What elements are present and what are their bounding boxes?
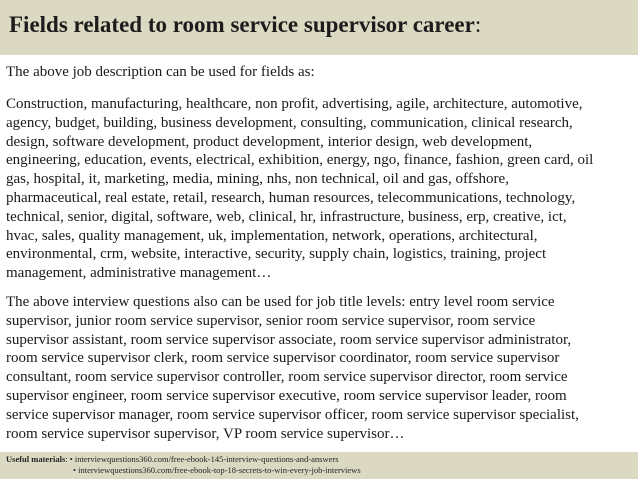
page-title-colon: : [474,12,482,37]
levels-line: supervisor, junior room service supervisor, senior room service supervisor, room service [6,312,536,329]
levels-line: room service supervisor supervisor, VP room service supervisor… [6,425,405,442]
levels-line: supervisor engineer, room service supervisor executive, room service supervisor leader, room [6,387,567,404]
fields-line: technical, senior, digital, software, web, clinical, hr, infrastructure, business, erp, creative, ict, [6,208,567,225]
footer-label: Useful materials [6,454,66,464]
footer-link-2[interactable]: • interviewquestions360.com/free-ebook-top-18-secrets-to-win-every-job-interviews [73,465,361,475]
fields-line: management, administrative management… [6,265,272,282]
fields-paragraph [6,95,636,283]
page-title-text: Fields related to room service supervisor career [9,12,475,37]
levels-line: The above interview questions also can be used for job title levels: entry level room service [6,293,555,310]
title-bar [0,0,638,55]
footer-bar [0,452,638,479]
fields-line: pharmaceutical, real estate, retail, research, human resources, telecommunications, technology, [6,189,576,206]
fields-line: Construction, manufacturing, healthcare, non profit, advertising, agile, architecture, automotive, [6,96,583,112]
fields-line: agency, budget, building, business development, consulting, communication, clinical research, [6,114,573,131]
fields-line: environmental, crm, website, interactive, security, supply chain, logistics, training, project [6,246,547,263]
levels-line: supervisor assistant, room service supervisor associate, room service supervisor administrator, [6,331,572,348]
footer-row-2 [6,465,638,476]
levels-line: consultant, room service supervisor controller, room service supervisor director, room service [6,369,568,386]
slide-content [6,62,636,453]
intro-text: The above job description can be used for fields as: [6,64,315,80]
page-title [9,10,638,40]
levels-line: service supervisor manager, room service supervisor officer, room service supervisor specialist, [6,406,579,423]
footer-row-1 [6,454,638,465]
fields-line: hvac, sales, quality management, uk, implementation, network, operations, architectural, [6,227,538,244]
footer-link-1[interactable]: : • interviewquestions360.com/free-ebook-145-interview-questions-and-answers [65,454,339,464]
fields-line: engineering, education, events, electrical, exhibition, energy, ngo, finance, fashion, green card, oil [6,152,594,169]
fields-line: design, software development, product development, interior design, web development, [6,133,533,150]
levels-paragraph [6,293,636,443]
levels-line: room service supervisor clerk, room service supervisor coordinator, room service supervisor [6,350,560,367]
fields-line: gas, hospital, it, marketing, media, mining, nhs, non technical, oil and gas, offshore, [6,171,509,188]
